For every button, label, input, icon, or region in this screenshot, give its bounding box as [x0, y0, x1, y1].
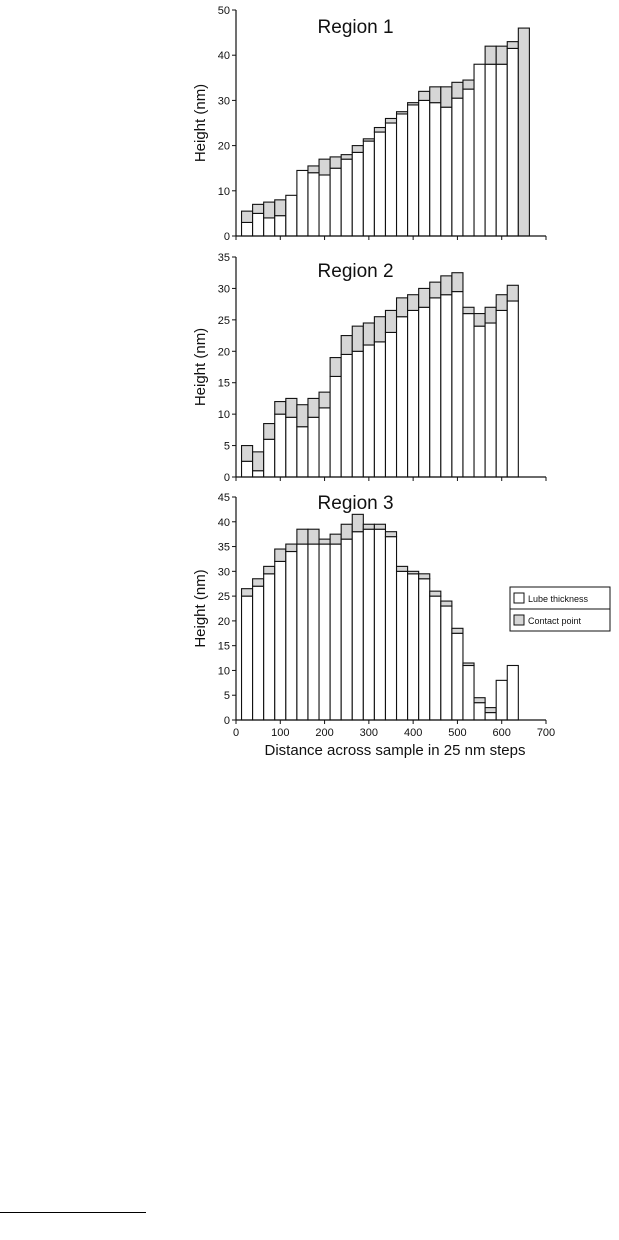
bar-lube-thickness	[408, 103, 419, 105]
bar-contact-point	[507, 665, 518, 720]
bar-lube-thickness	[374, 524, 385, 529]
bar-contact-point	[507, 301, 518, 477]
bar-contact-point	[253, 471, 264, 477]
bar-contact-point	[297, 427, 308, 477]
x-tick-label: 400	[403, 727, 423, 739]
bar-lube-thickness	[485, 46, 496, 64]
bar-contact-point	[264, 218, 275, 236]
bar-lube-thickness	[297, 529, 308, 544]
bar-contact-point	[286, 195, 297, 236]
bar-contact-point	[242, 461, 253, 477]
bar-lube-thickness	[463, 80, 474, 89]
bar-lube-thickness	[463, 307, 474, 313]
x-axis-label: Distance across sample in 25 nm steps	[264, 742, 526, 759]
bar-lube-thickness	[308, 398, 319, 417]
bar-lube-thickness	[385, 118, 396, 123]
bar-contact-point	[352, 532, 363, 720]
bar-contact-point	[485, 323, 496, 477]
y-tick-label: 0	[223, 472, 230, 484]
legend-label: Contact point	[528, 616, 582, 626]
bar-contact-point	[352, 351, 363, 477]
legend-label: Lube thickness	[528, 594, 589, 604]
bar-lube-thickness	[441, 601, 452, 606]
bar-lube-thickness	[242, 446, 253, 462]
y-tick-label: 25	[217, 591, 230, 604]
bar-contact-point	[474, 64, 485, 236]
bar-contact-point	[385, 332, 396, 477]
bar-contact-point	[496, 310, 507, 477]
y-tick-label: 0	[223, 231, 230, 243]
bar-contact-point	[408, 574, 419, 720]
bar-contact-point	[275, 414, 286, 477]
bar-contact-point	[308, 544, 319, 720]
bar-contact-point	[397, 317, 408, 477]
bar-lube-thickness	[264, 424, 275, 440]
y-tick-label: 45	[217, 492, 230, 504]
bar-lube-thickness	[419, 574, 430, 579]
bar-contact-point	[341, 354, 352, 477]
footnote-rule	[0, 1212, 146, 1213]
region-title: Region 2	[317, 261, 394, 282]
bar-contact-point	[463, 89, 474, 236]
y-tick-label: 15	[217, 377, 230, 390]
bar-lube-thickness	[485, 708, 496, 713]
bar-contact-point	[419, 579, 430, 720]
bar-contact-point	[430, 103, 441, 236]
bar-contact-point	[330, 168, 341, 236]
bar-lube-thickness	[485, 307, 496, 323]
bar-contact-point	[430, 298, 441, 477]
x-tick-label: 700	[536, 727, 556, 739]
bar-lube-thickness	[319, 392, 330, 408]
bar-lube-thickness	[253, 204, 264, 213]
bar-lube-thickness	[419, 91, 430, 100]
y-tick-label: 35	[217, 252, 230, 264]
bar-contact-point	[463, 665, 474, 720]
bar-contact-point	[319, 175, 330, 236]
bar-lube-thickness	[430, 87, 441, 103]
bar-lube-thickness	[419, 288, 430, 307]
bar-contact-point	[374, 342, 385, 477]
y-tick-label: 20	[217, 346, 230, 359]
bar-contact-point	[308, 173, 319, 236]
bar-contact-point	[352, 152, 363, 236]
y-tick-label: 40	[217, 516, 230, 529]
bar-lube-thickness	[474, 698, 485, 703]
bar-lube-thickness	[352, 146, 363, 153]
y-axis-label: Height (nm)	[192, 83, 209, 163]
bar-contact-point	[474, 703, 485, 720]
bar-contact-point	[496, 64, 507, 236]
bar-contact-point	[308, 417, 319, 477]
bar-lube-thickness	[441, 87, 452, 107]
y-tick-label: 5	[223, 690, 230, 703]
bar-contact-point	[419, 100, 430, 236]
bar-contact-point	[341, 159, 352, 236]
y-axis-label: Height (nm)	[192, 569, 209, 648]
bar-lube-thickness	[253, 452, 264, 471]
bar-contact-point	[374, 132, 385, 236]
bar-lube-thickness	[286, 544, 297, 551]
x-tick-label: 600	[492, 727, 511, 739]
x-tick-label: 100	[271, 727, 290, 739]
bar-lube-thickness	[408, 571, 419, 573]
y-tick-label: 15	[217, 640, 230, 653]
bar-lube-thickness	[341, 524, 352, 539]
bar-lube-thickness	[308, 166, 319, 173]
bar-lube-thickness	[430, 591, 441, 596]
region-title: Region 1	[317, 17, 394, 38]
bar-lube-thickness	[352, 326, 363, 351]
legend-swatch	[514, 593, 524, 603]
x-tick-label: 500	[448, 727, 467, 739]
y-tick-label: 40	[217, 50, 230, 63]
y-tick-label: 10	[217, 665, 230, 678]
bar-lube-thickness	[374, 128, 385, 133]
bar-contact-point	[452, 633, 463, 720]
y-tick-label: 20	[217, 615, 230, 628]
bar-lube-thickness	[474, 314, 485, 327]
bar-contact-point	[463, 314, 474, 477]
x-tick-label: 0	[232, 727, 240, 739]
y-tick-label: 50	[217, 5, 230, 17]
bar-contact-point	[264, 574, 275, 720]
bar-contact-point	[452, 292, 463, 477]
bar-contact-point	[507, 48, 518, 236]
bar-contact-point	[430, 596, 441, 720]
region-title: Region 3	[317, 493, 394, 514]
bar-lube-thickness	[242, 211, 253, 222]
bar-lube-thickness	[253, 579, 264, 586]
y-tick-label: 0	[223, 715, 230, 727]
bar-contact-point	[441, 606, 452, 720]
bar-contact-point	[297, 170, 308, 236]
bar-contact-point	[408, 310, 419, 477]
bar-lube-thickness	[518, 28, 529, 236]
bar-lube-thickness	[308, 529, 319, 544]
bar-contact-point	[242, 222, 253, 236]
bar-contact-point	[341, 539, 352, 720]
bar-contact-point	[441, 107, 452, 236]
bar-lube-thickness	[319, 539, 330, 544]
bar-lube-thickness	[330, 358, 341, 377]
y-tick-label: 10	[217, 185, 230, 198]
bar-lube-thickness	[496, 295, 507, 311]
bar-contact-point	[286, 552, 297, 720]
bar-lube-thickness	[441, 276, 452, 295]
bar-contact-point	[485, 64, 496, 236]
bar-lube-thickness	[275, 549, 286, 561]
bar-lube-thickness	[363, 323, 374, 345]
bar-contact-point	[275, 216, 286, 236]
bar-lube-thickness	[374, 317, 385, 342]
bar-lube-thickness	[242, 589, 253, 596]
bar-lube-thickness	[496, 46, 507, 64]
y-tick-label: 35	[217, 541, 230, 554]
bar-contact-point	[319, 544, 330, 720]
bar-lube-thickness	[286, 398, 297, 417]
x-tick-label: 200	[315, 727, 334, 739]
y-tick-label: 5	[223, 440, 230, 453]
bar-lube-thickness	[363, 139, 374, 141]
bar-lube-thickness	[275, 200, 286, 216]
bar-contact-point	[297, 544, 308, 720]
bar-contact-point	[496, 680, 507, 720]
legend-swatch	[514, 615, 524, 625]
bar-contact-point	[275, 561, 286, 720]
bar-contact-point	[408, 105, 419, 236]
bar-lube-thickness	[264, 566, 275, 573]
bar-contact-point	[286, 417, 297, 477]
bar-lube-thickness	[319, 159, 330, 175]
bar-contact-point	[330, 376, 341, 477]
bar-lube-thickness	[352, 514, 363, 531]
bar-contact-point	[253, 586, 264, 720]
bar-contact-point	[452, 98, 463, 236]
bar-lube-thickness	[330, 534, 341, 544]
bar-contact-point	[397, 571, 408, 720]
bar-lube-thickness	[275, 402, 286, 415]
y-tick-label: 30	[217, 566, 230, 579]
y-tick-label: 30	[217, 283, 230, 296]
x-tick-label: 300	[359, 727, 379, 739]
bar-lube-thickness	[397, 566, 408, 571]
bar-contact-point	[385, 123, 396, 236]
bar-lube-thickness	[397, 112, 408, 114]
bar-lube-thickness	[341, 336, 352, 355]
bar-lube-thickness	[507, 42, 518, 49]
bar-contact-point	[474, 326, 485, 477]
bar-lube-thickness	[297, 405, 308, 427]
y-tick-label: 20	[217, 140, 230, 153]
bar-lube-thickness	[341, 155, 352, 160]
bar-contact-point	[441, 295, 452, 477]
bar-contact-point	[363, 345, 374, 477]
bar-lube-thickness	[363, 524, 374, 529]
bar-contact-point	[319, 408, 330, 477]
bar-lube-thickness	[330, 157, 341, 168]
y-tick-label: 25	[217, 314, 230, 327]
bar-lube-thickness	[452, 82, 463, 98]
bar-lube-thickness	[397, 298, 408, 317]
bar-lube-thickness	[463, 663, 474, 665]
y-tick-label: 10	[217, 409, 230, 422]
y-tick-label: 30	[217, 95, 230, 108]
bar-lube-thickness	[408, 295, 419, 311]
bar-contact-point	[385, 537, 396, 720]
bar-lube-thickness	[452, 628, 463, 633]
bar-lube-thickness	[385, 310, 396, 332]
bar-contact-point	[363, 141, 374, 236]
bar-contact-point	[374, 529, 385, 720]
bar-lube-thickness	[430, 282, 441, 298]
bar-contact-point	[264, 439, 275, 477]
bar-contact-point	[419, 307, 430, 477]
bar-contact-point	[397, 114, 408, 236]
bar-contact-point	[485, 713, 496, 720]
bar-contact-point	[363, 529, 374, 720]
bar-lube-thickness	[264, 202, 275, 218]
bar-contact-point	[253, 213, 264, 236]
bar-lube-thickness	[452, 273, 463, 292]
bar-contact-point	[330, 544, 341, 720]
bar-contact-point	[242, 596, 253, 720]
bar-lube-thickness	[507, 285, 518, 301]
bar-lube-thickness	[385, 532, 396, 537]
y-axis-label: Height (nm)	[192, 327, 209, 407]
